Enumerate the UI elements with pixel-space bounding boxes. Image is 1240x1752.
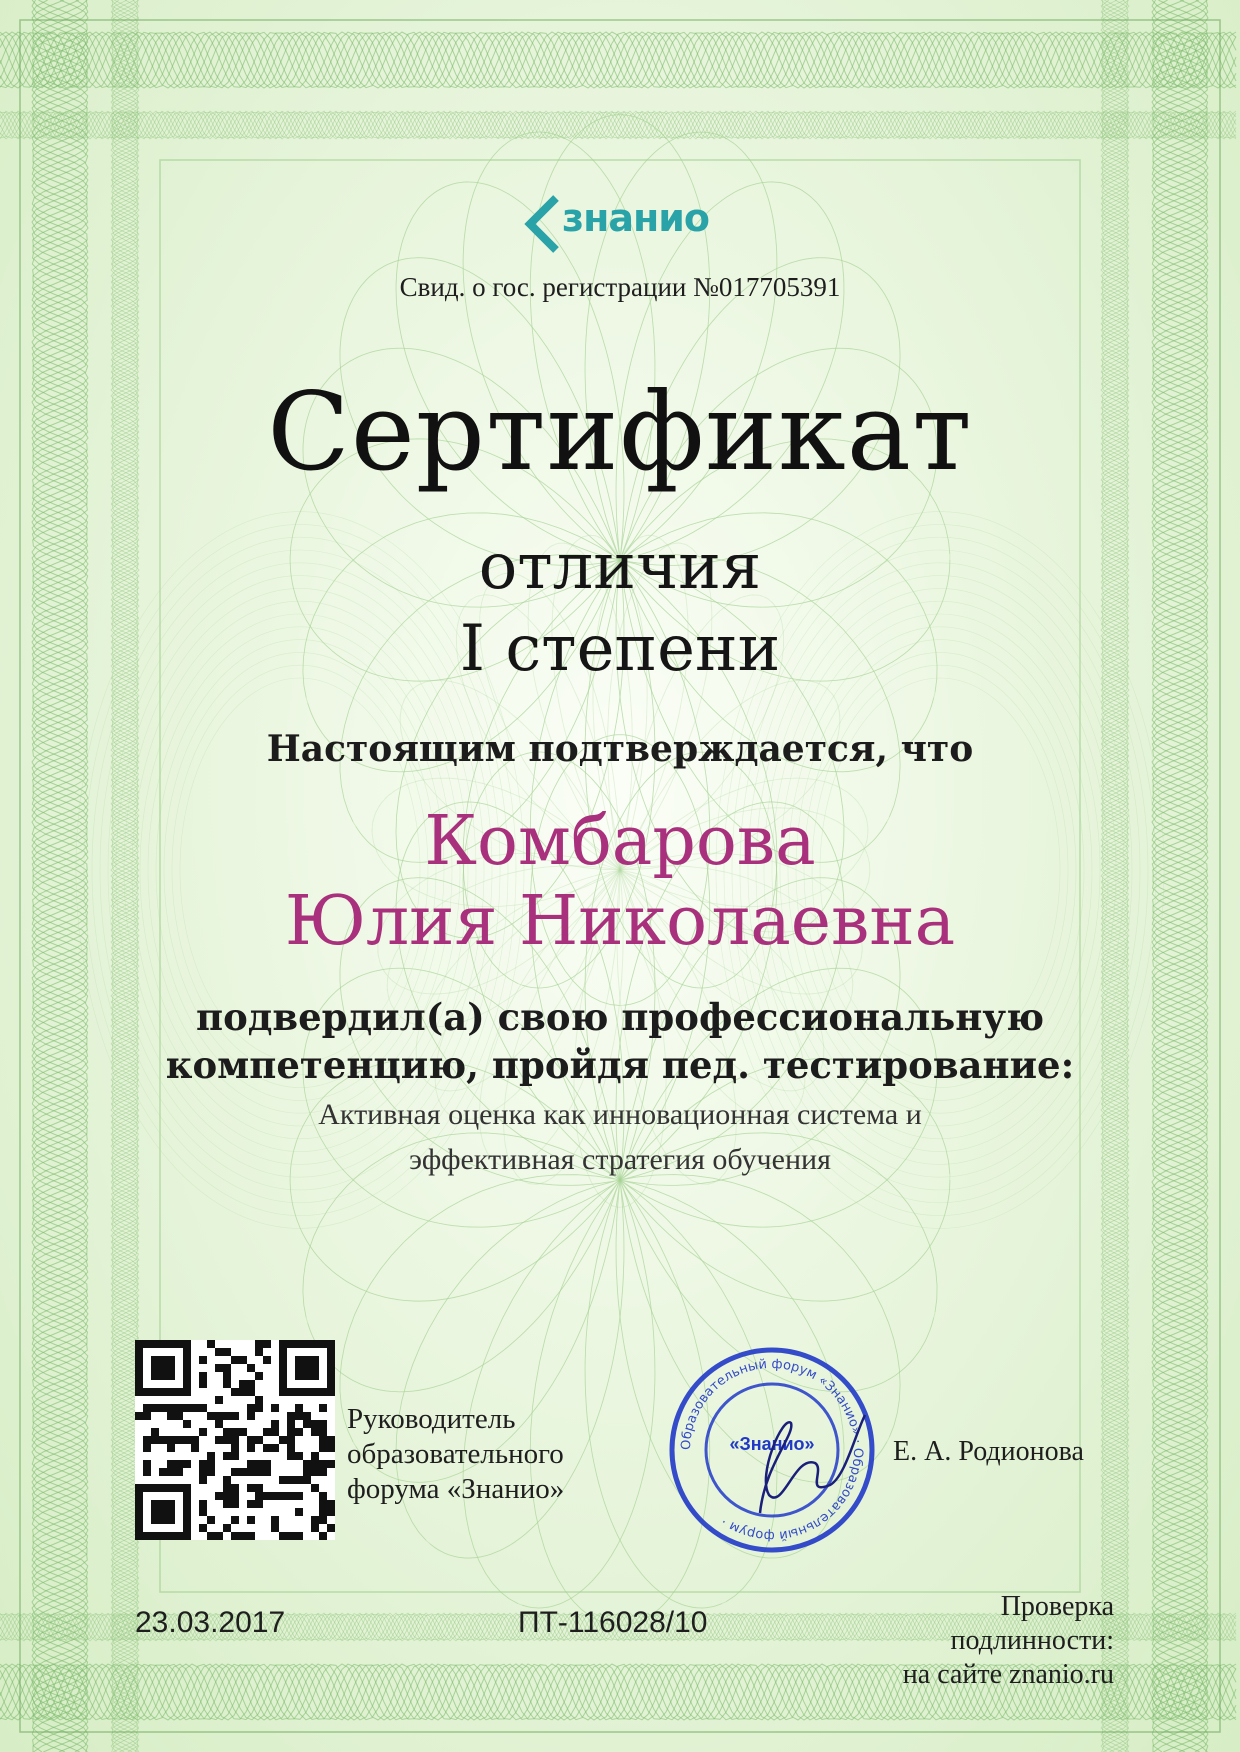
logo-text: знанио	[562, 196, 709, 240]
confirm-text: Настоящим подтверждается, что	[266, 728, 974, 770]
course-title-2: эффективная стратегия обучения	[409, 1143, 831, 1176]
certificate-code: ПТ-116028/10	[518, 1606, 708, 1639]
certificate-subtitle-2: I степени	[459, 612, 781, 686]
round-seal-icon	[665, 1345, 880, 1555]
registration-number: Свид. о гос. регистрации №017705391	[399, 272, 841, 302]
course-title-1: Активная оценка как инновационная система и	[318, 1098, 922, 1131]
recipient-surname: Комбарова	[424, 802, 816, 881]
signer-name: Е. А. Родионова	[893, 1436, 1084, 1467]
verify-line-1: Проверка	[1000, 1591, 1114, 1622]
leader-title-line-2: образовательного	[347, 1438, 564, 1470]
issue-date: 23.03.2017	[135, 1606, 286, 1639]
leader-title-line-1: Руководитель	[347, 1403, 516, 1435]
leader-title	[347, 1402, 564, 1507]
znanio-logo-icon	[520, 190, 720, 260]
verify-link[interactable]: на сайте znanio.ru	[902, 1659, 1114, 1690]
certificate-subtitle-1: отличия	[478, 530, 762, 604]
certificate-title: Сертификат	[267, 370, 973, 495]
seal-center-text: «Знанио»	[729, 1434, 815, 1454]
competence-text-2: компетенцию, пройдя пед. тестирование:	[165, 1043, 1075, 1087]
verify-line-2: подлинности:	[950, 1625, 1114, 1656]
seal-ring-text: Образовательный форум «Знанио» · Образовательный форум ·	[678, 1356, 866, 1544]
leader-title-line-3: форума «Знанио»	[347, 1473, 565, 1505]
competence-text-1: подвердил(а) свою профессиональную	[195, 995, 1045, 1039]
recipient-given-names: Юлия Николаевна	[284, 882, 956, 961]
verify-block	[903, 1590, 1114, 1692]
qr-code-icon	[135, 1340, 335, 1540]
